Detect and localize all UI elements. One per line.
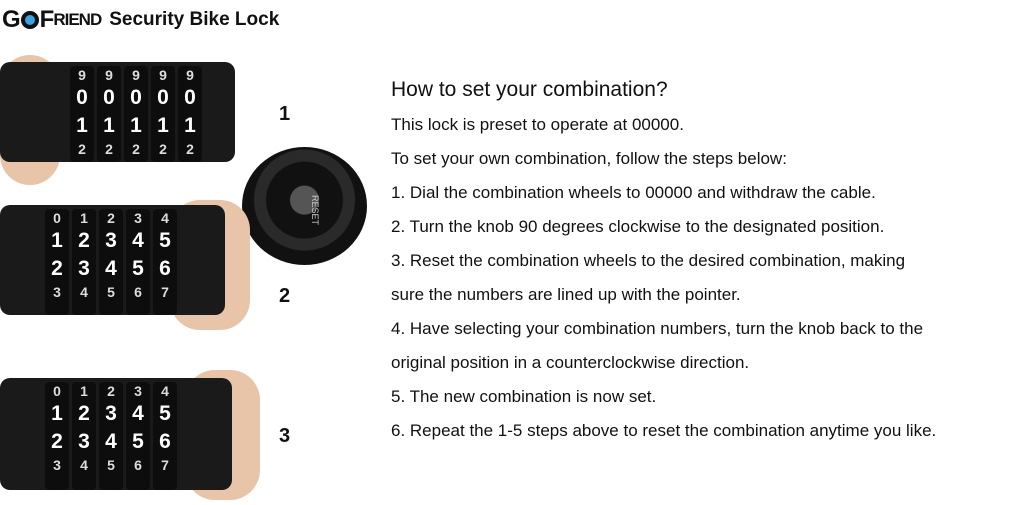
wheel-digit: 1 [80, 210, 88, 226]
wheel-digit: 5 [132, 257, 144, 280]
wheel-digit: 2 [132, 141, 140, 157]
wheel-digit: 3 [53, 457, 61, 473]
wheel-digit: 1 [157, 114, 169, 137]
wheel-digit: 4 [80, 284, 88, 300]
wheel-digit: 2 [51, 430, 63, 453]
lock-image-2 [0, 205, 225, 315]
wheel-digit: 2 [105, 141, 113, 157]
wheel-digit: 1 [184, 114, 196, 137]
instruction-line: To set your own combination, follow the steps below: [391, 149, 787, 168]
combination-wheel [124, 66, 148, 162]
instruction-line: 5. The new combination is now set. [391, 387, 657, 406]
wheel-digit: 5 [159, 229, 171, 252]
knob-reset-text: RESET [310, 194, 321, 226]
wheel-digit: 3 [134, 210, 142, 226]
lock-image-1 [0, 62, 235, 162]
wheel-digit: 0 [103, 86, 115, 109]
wheel-digit: 7 [161, 457, 169, 473]
instruction-line: 6. Repeat the 1-5 steps above to reset the combination anytime you like. [391, 421, 937, 440]
wheel-digit: 0 [157, 86, 169, 109]
wheel-digit: 3 [53, 284, 61, 300]
step-label-1: 1 [279, 103, 291, 125]
instruction-line: This lock is preset to operate at 00000. [391, 115, 684, 134]
wheel-digit: 2 [186, 141, 194, 157]
wheel-digit: 0 [53, 210, 61, 226]
wheel-digit: 4 [80, 457, 88, 473]
combination-wheel [70, 66, 94, 162]
instruction-line: sure the numbers are lined up with the pointer. [391, 285, 741, 304]
combination-wheel [153, 209, 177, 315]
combination-wheel [99, 382, 123, 490]
wheel-digit: 9 [186, 67, 194, 83]
wheel-digit: 5 [107, 457, 115, 473]
wheel-digit: 1 [76, 114, 88, 137]
wheel-digit: 6 [159, 430, 171, 453]
instruction-line: original position in a counterclockwise direction. [391, 353, 750, 372]
wheel-digit: 3 [134, 383, 142, 399]
wheel-digit: 5 [107, 284, 115, 300]
combination-wheel [45, 209, 69, 315]
wheel-digit: 4 [161, 383, 169, 399]
wheel-digit: 1 [51, 229, 63, 252]
wheel-digit: 6 [134, 457, 142, 473]
wheel-digit: 1 [130, 114, 142, 137]
wheel-digit: 5 [132, 430, 144, 453]
combination-wheel [72, 382, 96, 490]
instruction-line: 2. Turn the knob 90 degrees clockwise to the designated position. [391, 217, 885, 236]
instructions [391, 78, 1024, 448]
instruction-line: 1. Dial the combination wheels to 00000 and withdraw the cable. [391, 183, 876, 202]
wheel-digit: 1 [51, 402, 63, 425]
wheel-digit: 2 [78, 141, 86, 157]
step-label-2: 2 [279, 285, 291, 307]
product-subtitle: Security Bike Lock [109, 9, 280, 30]
wheel-digit: 7 [161, 284, 169, 300]
wheel-digit: 9 [105, 67, 113, 83]
wheel-digit: 2 [107, 383, 115, 399]
combination-wheel [178, 66, 202, 162]
step-label-3: 3 [279, 425, 291, 447]
wheel-digit: 9 [78, 67, 86, 83]
brand-header [2, 6, 279, 34]
combination-wheel [72, 209, 96, 315]
wheel-digit: 0 [53, 383, 61, 399]
wheel-digit: 3 [78, 430, 90, 453]
wheel-digit: 2 [78, 402, 90, 425]
wheel-digit: 0 [130, 86, 142, 109]
instruction-line: 4. Have selecting your combination numbers, turn the knob back to the [391, 319, 924, 338]
wheel-digit: 2 [159, 141, 167, 157]
wheel-digit: 9 [132, 67, 140, 83]
wheel-digit: 3 [105, 229, 117, 252]
combination-wheel [151, 66, 175, 162]
wheel-digit: 2 [78, 229, 90, 252]
wheel-digit: 1 [103, 114, 115, 137]
wheel-digit: 1 [80, 383, 88, 399]
combination-wheel [45, 382, 69, 490]
combination-wheel [153, 382, 177, 490]
wheel-digit: 4 [105, 430, 117, 453]
wheel-digit: 4 [105, 257, 117, 280]
combination-wheel [126, 382, 150, 490]
gofriend-logo: G F RIEND [2, 6, 102, 33]
wheel-digit: 2 [51, 257, 63, 280]
wheel-digit: 3 [105, 402, 117, 425]
wheel-digit: 4 [161, 210, 169, 226]
reset-knob-image [242, 147, 367, 265]
wheel-digit: 4 [132, 402, 144, 425]
combination-wheel [126, 209, 150, 315]
wheel-digit: 6 [159, 257, 171, 280]
instructions-title: How to set your combination? [391, 78, 668, 101]
instruction-line: 3. Reset the combination wheels to the desired combination, making [391, 251, 906, 270]
wheel-digit: 5 [159, 402, 171, 425]
lock-image-3 [0, 378, 232, 490]
combination-wheel [99, 209, 123, 315]
wheel-digit: 3 [78, 257, 90, 280]
wheel-digit: 9 [159, 67, 167, 83]
combination-wheel [97, 66, 121, 162]
wheel-digit: 6 [134, 284, 142, 300]
wheel-digit: 4 [132, 229, 144, 252]
wheel-digit: 0 [184, 86, 196, 109]
wheel-digit: 2 [107, 210, 115, 226]
wheel-digit: 0 [76, 86, 88, 109]
